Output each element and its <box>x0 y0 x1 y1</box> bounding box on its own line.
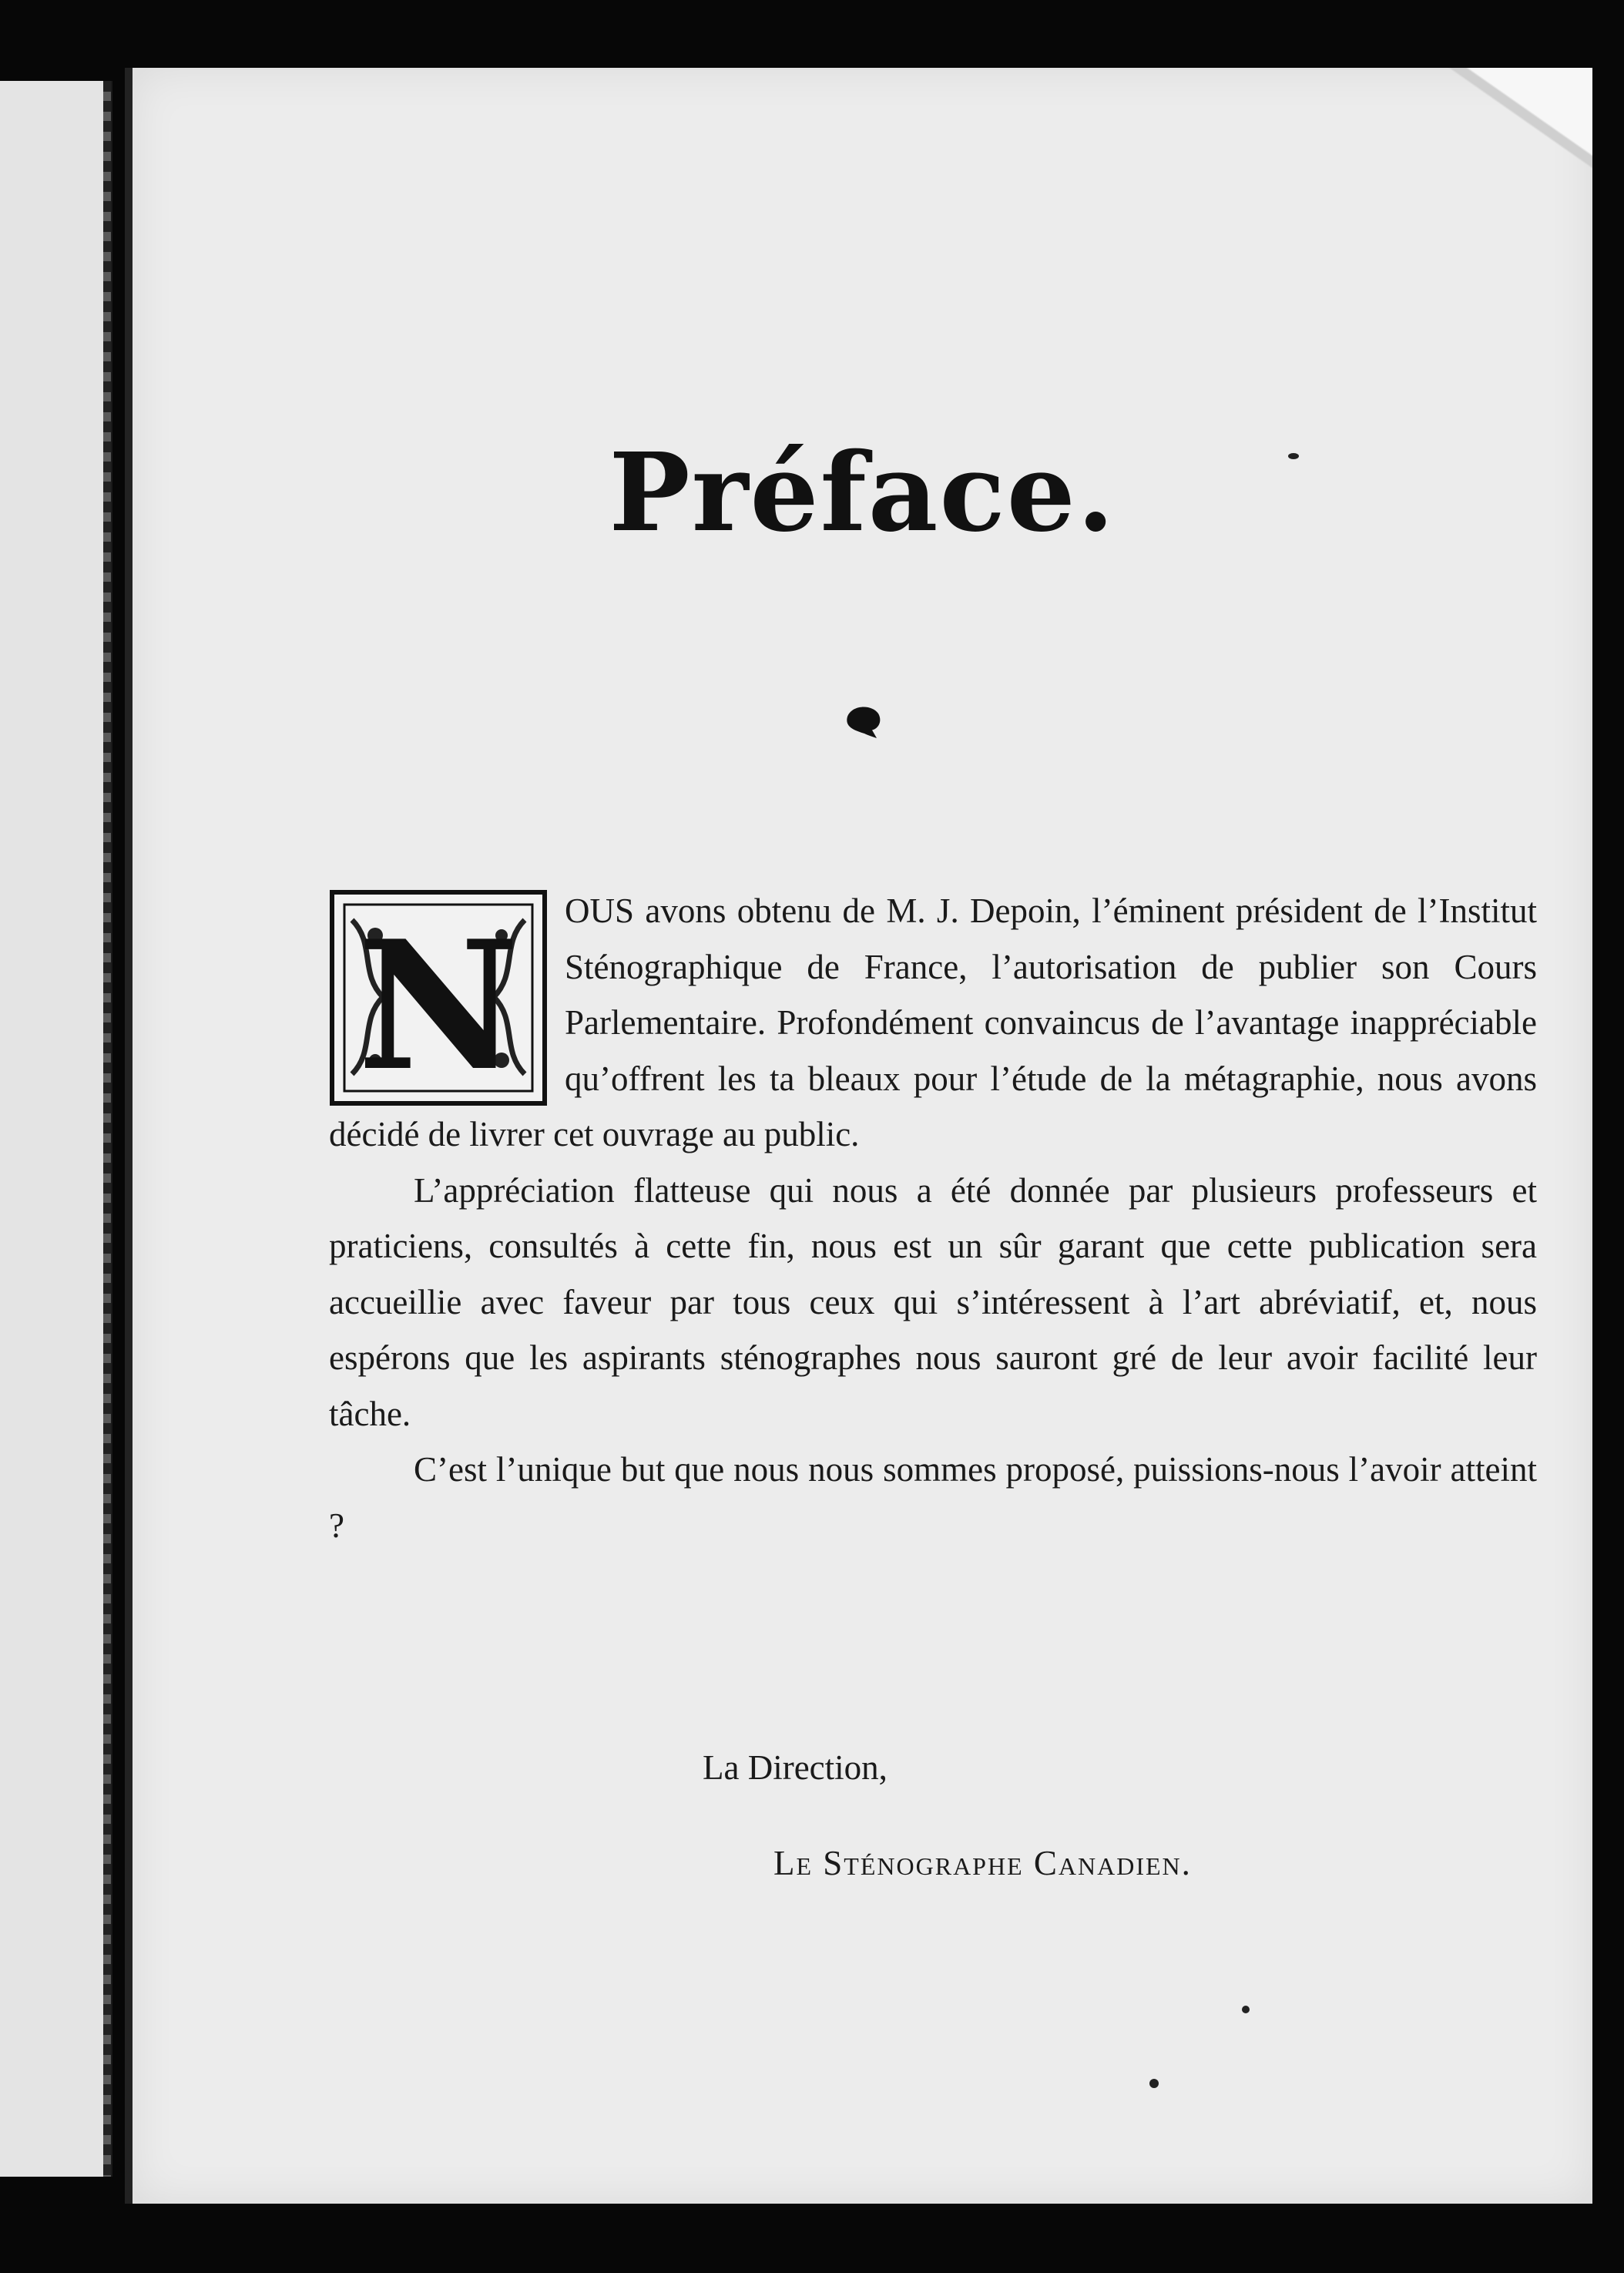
fleuron-ornament-icon <box>841 700 887 746</box>
page-title: Préface. <box>609 430 1116 556</box>
page-corner-fold <box>1415 68 1592 191</box>
signature-publication: Le Sténographe Canadien. <box>773 1844 1192 1882</box>
paragraph-2: L’appréciation flatteuse qui nous a été donnée par plusieurs professeurs et praticiens, consultés à cette fin, nous est un sûr garant que cette publication sera accueillie avec faveur par tous ceux qui s’intéressent à l’art abréviatif, et, nous espérons que les aspirants sténographes nous sauront gré de leur avoir facilité leur tâche. <box>329 1170 1537 1433</box>
dropcap-letter: N <box>357 902 520 1106</box>
paragraph-3: C’est l’unique but que nous nous sommes proposé, puissions-nous l’avoir atteint ? <box>329 1450 1537 1545</box>
ink-speck <box>1149 2079 1159 2088</box>
signature-direction: La Direction, <box>703 1748 887 1787</box>
adjacent-page-edge <box>0 81 112 2177</box>
ink-speck <box>1288 453 1299 459</box>
preface-body <box>329 883 1537 1553</box>
paragraph-1: OUS avons obtenu de M. J. Depoin, l’éminent président de l’Institut Sténographique de France, l’autorisation de publier son Cours Parlementaire. Profondément convaincus de l’avantage inappréciable qu’offrent les ta bleaux pour l’étude de la métagraphie, nous avons décidé de livrer cet ouvrage au public. <box>329 891 1537 1153</box>
ornamental-dropcap-initial <box>329 889 548 1106</box>
document-page <box>125 68 1592 2204</box>
ink-speck <box>1242 2006 1250 2013</box>
